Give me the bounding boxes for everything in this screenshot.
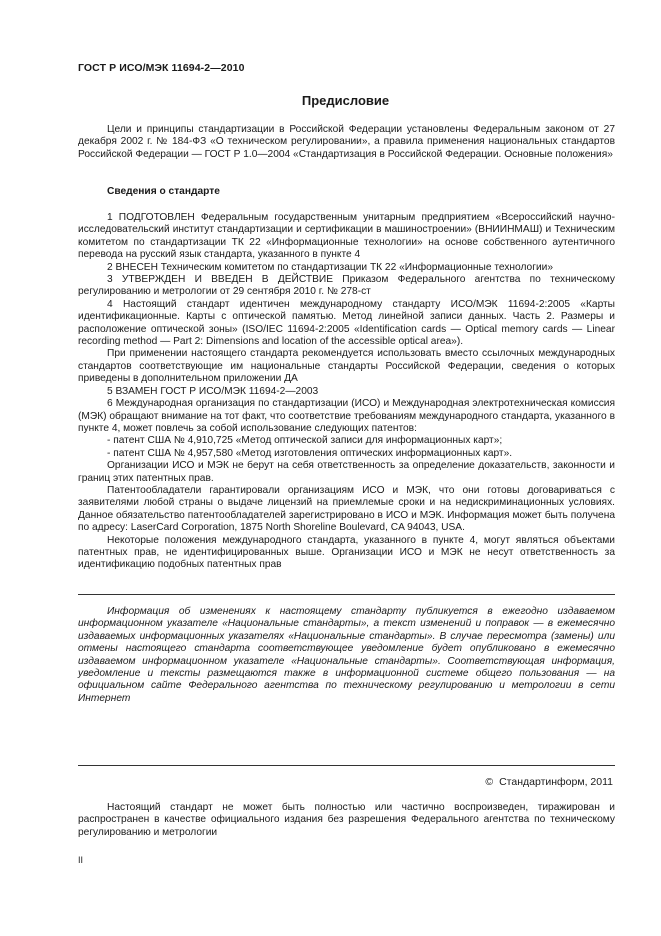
page-number: II — [78, 855, 84, 865]
copyright-symbol: © — [485, 776, 494, 788]
divider-bottom — [78, 765, 615, 766]
item-4-note: При применении настоящего стандарта рекомендуется использовать вместо ссылочных международных стандартов соответствующие им национальные стандарты Российской Федерации, сведения о которых приведены в дополнительном приложении ДА — [78, 348, 615, 385]
section-heading-block — [78, 186, 615, 198]
reproduction-notice: Настоящий стандарт не может быть полностью или частично воспроизведен, тиражирован и распространен в качестве официального издания без разрешения Федерального агентства по техническому регулированию и метрологии — [78, 802, 615, 838]
intro-block — [78, 124, 615, 161]
section-heading: Сведения о стандарте — [107, 186, 220, 197]
patent-2: - патент США № 4,957,580 «Метод изготовления оптических информационных карт». — [107, 447, 513, 459]
copyright-text: Стандартинформ, 2011 — [499, 776, 613, 788]
item-4: 4 Настоящий стандарт идентичен международному стандарту ИСО/МЭК 11694-2:2005 «Карты идентификационные. Карты с оптической памятью. Метод линейной записи данных. Часть 2. Размеры и расположение оптической зоны» (ISO/IEC 11694-2:2005 «Identification cards — Optical memory cards — Linear recording method — Part 2: Dimensions and location of the accessible optical area»). — [78, 298, 615, 348]
item-6: 6 Международная организация по стандартизации (ИСО) и Международная электротехническая комиссия (МЭК) обращают внимание на тот факт, что соответствие требованиям международного стандарта, указанного в пункте 4, может повлечь за собой использование следующих патентов: — [78, 398, 615, 434]
page-title: Предисловие — [301, 93, 390, 108]
patent-1: - патент США № 4,910,725 «Метод оптической записи для информационных карт»; — [107, 435, 503, 447]
iso-paragraph-3: Некоторые положения международного стандарта, указанного в пункте 4, могут являться объектами патентных прав, не идентифицированных выше. Организации ИСО и МЭК не несут ответственность за идентификацию подобных патентных прав — [78, 534, 615, 571]
iso-paragraph-2: Патентообладатели гарантировали организациям ИСО и МЭК, что они готовы договариваться с заявителями любой страны о выдаче лицензий на приемлемые сроки и на недискриминационных условиях. Данное обязательство патентообладателей зарегистрировано в ИСО и МЭК. Информация может быть получена по адресу: LaserCard Corporation, 1875 North Shoreline Boulevard, CA 94043, USA. — [78, 484, 615, 534]
item-1: 1 ПОДГОТОВЛЕН Федеральным государственным унитарным предприятием «Всероссийский научно-исследовательский институт стандартизации и сертификации в машиностроении» (ВНИИНМАШ) и Техническим комитетом по стандартизации ТК 22 «Информационные технологии» на основе собственного аутентичного перевода на русский язык стандарта, указанного в пункте 4 — [78, 212, 615, 261]
standard-info-block — [78, 212, 615, 572]
iso-paragraph-1: Организации ИСО и МЭК не берут на себя ответственность за определение доказательств, законности и границ этих патентных прав. — [78, 460, 615, 484]
item-2: 2 ВНЕСЕН Техническим комитетом по стандартизации ТК 22 «Информационные технологии» — [107, 261, 553, 273]
item-3: 3 УТВЕРЖДЕН И ВВЕДЕН В ДЕЙСТВИЕ Приказом Федерального агентства по техническому регулированию и метрологии от 29 сентября 2010 г. № 278-ст — [78, 274, 615, 298]
copyright — [485, 776, 613, 788]
intro-paragraph: Цели и принципы стандартизации в Российской Федерации установлены Федеральным законом от 27 декабря 2002 г. № 184-ФЗ «О техническом регулировании», а правила применения национальных стандартов Российской Федерации — ГОСТ Р 1.0—2004 «Стандартизация в Российской Федерации. Основные положения» — [78, 124, 615, 160]
info-notice-block — [78, 606, 615, 705]
info-notice: Информация об изменениях к настоящему стандарту публикуется в ежегодно издаваемом информационном указателе «Национальные стандарты», а текст изменений и поправок — в ежемесячно издаваемых информационных указателях «Национальные стандарты». В случае пересмотра (замены) или отмены настоящего стандарта соответствующее уведомление будет опубликовано в ежемесячно издаваемом информационном указателе «Национальные стандарты». Соответствующая информация, уведомление и тексты размещаются также в информационной системе общего пользования — на официальном сайте Федерального агентства по техническому регулированию и метрологии в сети Интернет — [78, 606, 615, 704]
reproduction-block — [78, 802, 615, 839]
item-5: 5 ВЗАМЕН ГОСТ Р ИСО/МЭК 11694-2—2003 — [107, 385, 319, 397]
document-code-header: ГОСТ Р ИСО/МЭК 11694-2—2010 — [78, 62, 245, 74]
divider-top — [78, 594, 615, 595]
